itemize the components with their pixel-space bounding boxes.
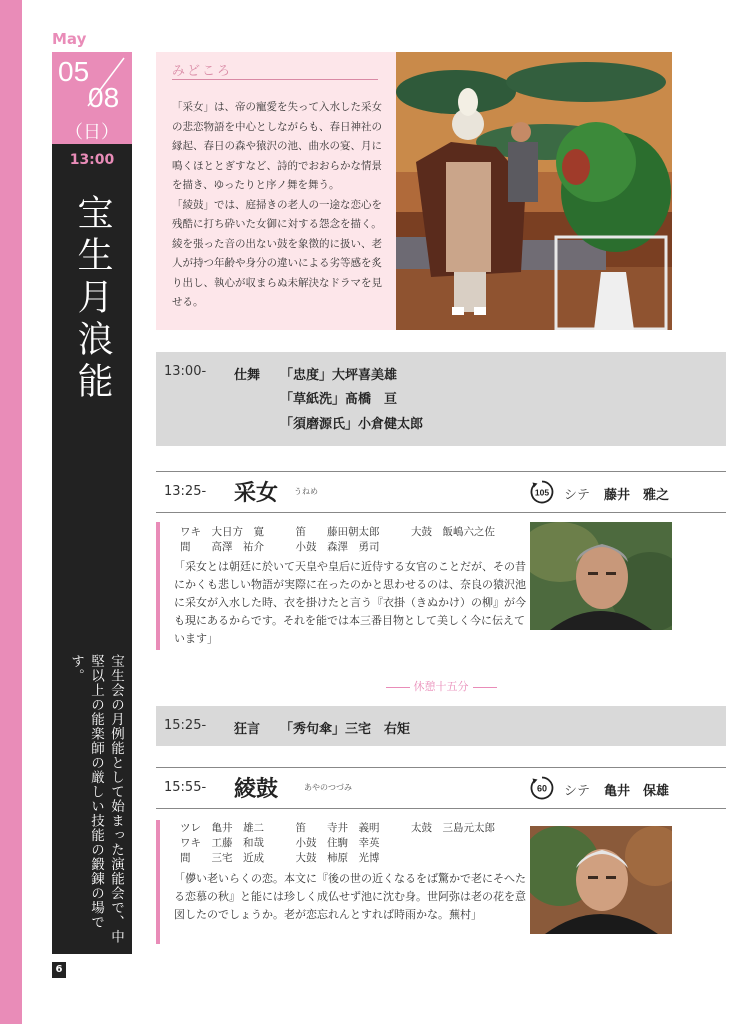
- midokoro-panel: [156, 52, 396, 330]
- program-1-header: [156, 471, 726, 513]
- intermission-label: [156, 678, 726, 694]
- program-1-quote: 「采女とは朝廷に於いて天皇や皇后に近侍する女官のことだが、その昔にかくも悲しい物語が実際に在ったのかと思わせるのは、奈良の猿沢池に采女が入水した時、衣を掛けたと言う『衣掛（きぬかけ）の柳』が今も現にあるからです。それを能では本三番目物として美しく今に伝えています」: [174, 560, 526, 645]
- page-number: 6: [52, 962, 66, 978]
- weekday: （日）: [65, 122, 119, 143]
- event-start-time: 13:00: [69, 152, 115, 168]
- event-description: 宝生会の月例能として始まった演能会で、中堅以上の能楽師の厳しい技能の鍛錬の場です。: [68, 654, 124, 944]
- program-1-name: 采女: [234, 480, 279, 506]
- portrait-fujii: [530, 522, 672, 630]
- midokoro-paragraph-2: 「綾鼓」では、庭掃きの老人の一途な恋心を残酷に打ち砕いた女御に対する怨念を描く。綾を張った音の出ない鼓を象徴的に扱い、老人が持つ年齢や身分の違いによる劣等感を炙り出し、執心が収まらぬ未解決なドラマを見せる。: [172, 198, 382, 308]
- portrait-kamei: [530, 826, 672, 934]
- program-1-reading: うねめ: [294, 487, 318, 496]
- program-2-reading: あやのつづみ: [304, 783, 352, 792]
- program-2-cast-line: ツレ 亀井 雄二 笛 寺井 義明 太鼓 三島元太郎: [180, 822, 495, 834]
- day-number: 08: [88, 82, 120, 113]
- program-1-actor: 藤井 雅之: [604, 488, 670, 503]
- month-number: 05: [58, 56, 90, 87]
- kyogen-piece: 「秀句傘」三宅 右矩: [280, 722, 411, 737]
- duration-clock-icon: [530, 776, 554, 800]
- date-box: [52, 52, 132, 144]
- program-2-details: [156, 820, 534, 944]
- shimai-category: 仕舞: [234, 368, 261, 383]
- program-2-header: [156, 767, 726, 809]
- program-1-cast-line: 間 高澤 祐介 小鼓 森澤 勇司: [180, 541, 380, 553]
- program-2-quote: 「儚い老いらくの恋。本文に『後の世の近くなるをば驚かで老にそへたる恋慕の秋』と能には珍しく成仏せず池に沈む身。世阿弥は老の花を意図したのでしょうか。老が恋忘れんとすれば時雨かな。蕪村」: [174, 872, 526, 921]
- program-1-details: [156, 522, 534, 650]
- program-2-duration: 60: [536, 783, 548, 794]
- event-sidebar: [52, 144, 132, 954]
- shimai-piece: 「須磨源氏」小倉健太郎: [280, 417, 424, 432]
- program-2-time: 15:55-: [164, 780, 207, 795]
- month-label: May: [52, 30, 87, 48]
- intermission-text: 休憩十五分: [413, 680, 469, 693]
- program-2-cast-line: 間 三宅 近成 大鼓 柿原 光博: [180, 852, 380, 864]
- midokoro-body: [172, 98, 382, 313]
- program-1-cast-line: ワキ 大日方 寛 笛 藤田朝太郎 大鼓 飯嶋六之佐: [180, 526, 495, 538]
- stage-photo: [396, 52, 672, 330]
- program-2-name: 綾鼓: [234, 776, 279, 802]
- program-2-actor: 亀井 保雄: [604, 784, 670, 799]
- kyogen-time: 15:25-: [164, 718, 207, 733]
- program-2-role: シテ: [564, 784, 591, 799]
- program-1-role: シテ: [564, 488, 591, 503]
- shimai-time: 13:00-: [164, 364, 207, 379]
- intermission-dash: [386, 687, 410, 688]
- event-title: 宝生月浪能: [72, 194, 113, 404]
- midokoro-header: みどころ: [172, 64, 233, 79]
- kyogen-category: 狂言: [234, 722, 261, 737]
- midokoro-divider: [172, 79, 378, 80]
- kyogen-section: [156, 706, 726, 746]
- left-pink-strip: [0, 0, 22, 1024]
- program-1-time: 13:25-: [164, 484, 207, 499]
- program-2-cast-line: ワキ 工藤 和哉 小鼓 住駒 幸英: [180, 837, 380, 849]
- shimai-section: [156, 352, 726, 446]
- duration-clock-icon: [530, 480, 554, 504]
- intermission-dash: [473, 687, 497, 688]
- program-1-duration: 105: [534, 487, 550, 498]
- midokoro-paragraph-1: 「采女」は、帝の寵愛を失って入水した采女の悲恋物語を中心としながらも、春日神社の縁起、春日の森や猿沢の池、曲水の宴、月に鳴くほととぎすなど、詩的でおおらかな情景を描き、ゆったりと序ノ舞を舞う。: [172, 101, 382, 191]
- shimai-piece: 「忠度」大坪喜美雄: [280, 368, 398, 383]
- shimai-piece: 「草紙洗」髙橋 亘: [280, 392, 398, 407]
